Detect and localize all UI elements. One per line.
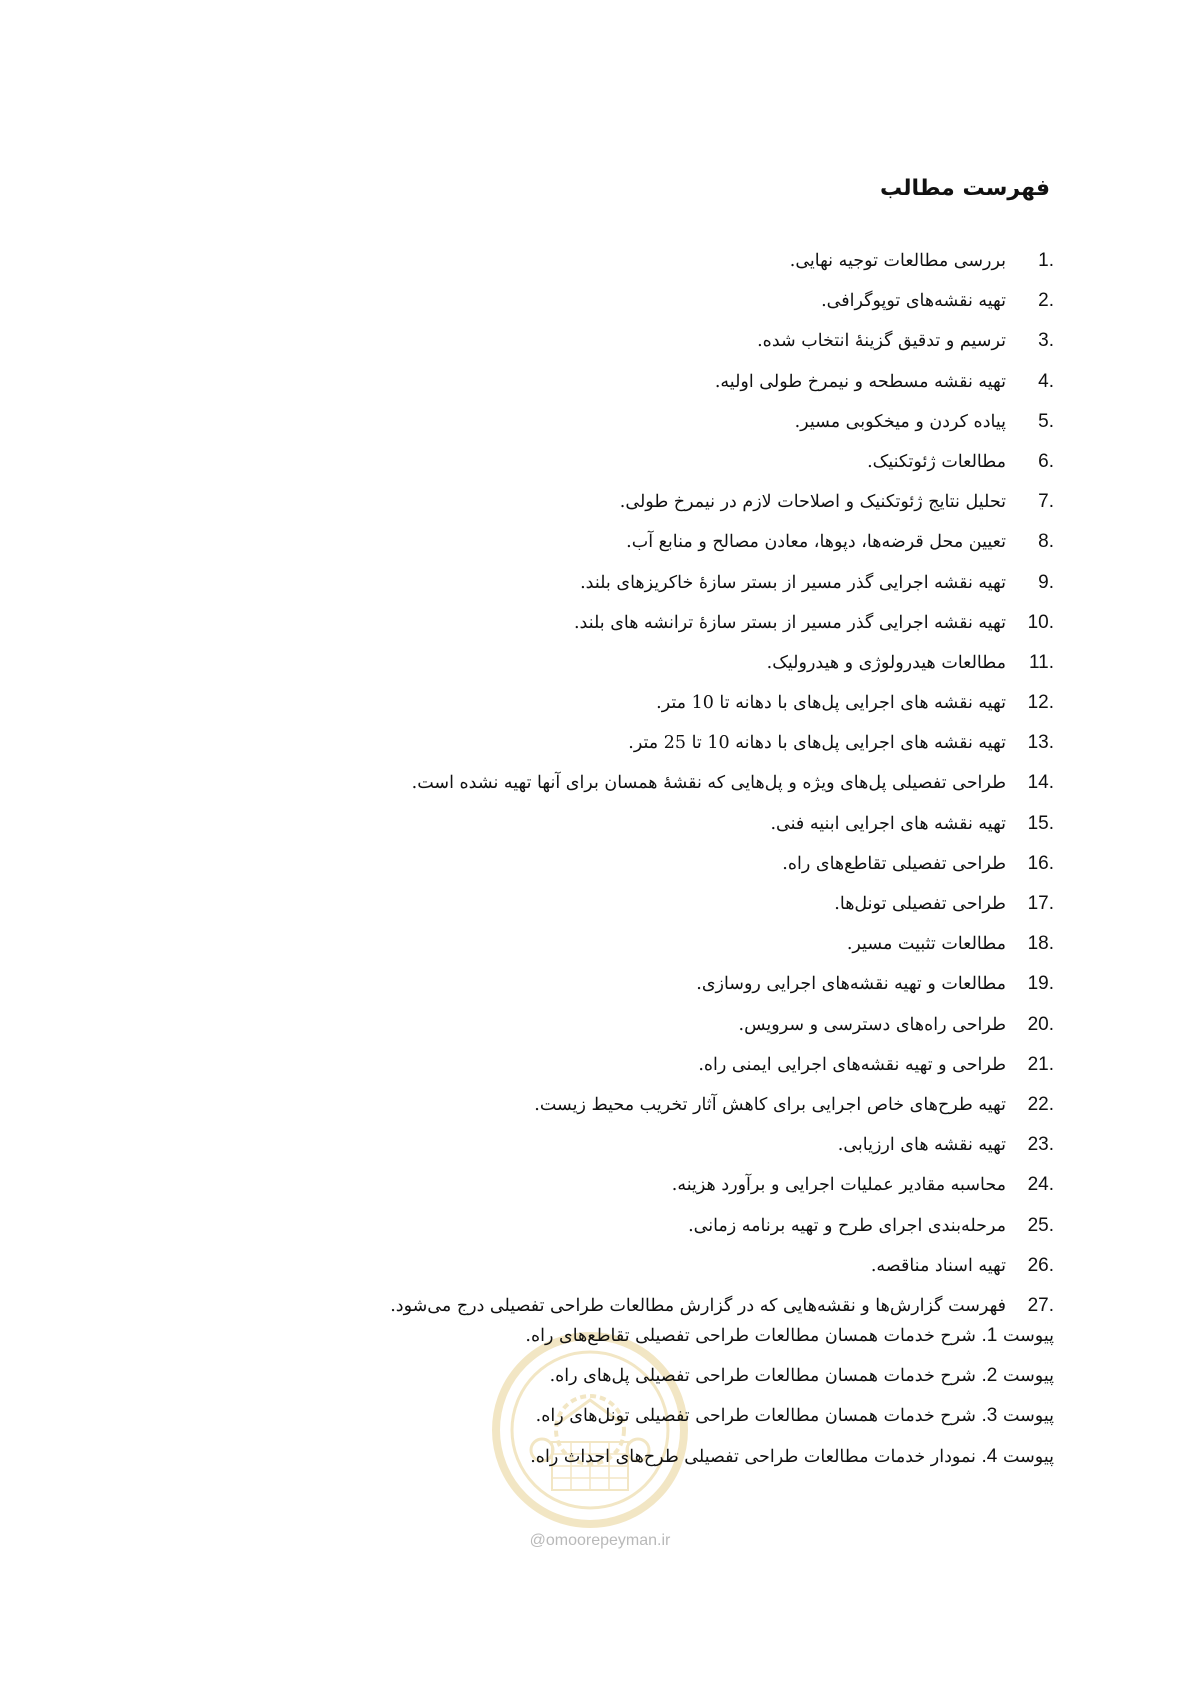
toc-item-text: محاسبه مقادیر عملیات اجرایی و برآورد هزینه. <box>671 1175 1006 1196</box>
toc-item <box>390 763 1054 803</box>
toc-item <box>390 402 1054 442</box>
toc-item <box>390 1085 1054 1125</box>
toc-item-text: پیاده کردن و میخکوبی مسیر. <box>794 411 1006 432</box>
toc-item-text: بررسی مطالعات توجیه نهایی. <box>789 251 1006 271</box>
appendix-text: شرح خدمات همسان مطالعات طراحی تفصیلی تونل‌های راه. <box>535 1406 976 1427</box>
toc-item <box>390 522 1054 562</box>
toc-item-text: تهیه نقشه اجرایی گذر مسیر از بستر سازهٔ خاکریزهای بلند. <box>580 572 1006 593</box>
toc-item-number: 16. <box>1027 852 1054 874</box>
toc-item-text: تهیه نقشه های اجرایی ابنیه فنی. <box>770 813 1006 834</box>
toc-item <box>390 1045 1054 1085</box>
watermark-website: @omoorepeyman.ir <box>529 1532 671 1549</box>
toc-item-number: 11. <box>1028 651 1054 673</box>
toc-item-number: 20. <box>1027 1013 1054 1035</box>
toc-item-number: 24. <box>1027 1174 1054 1196</box>
toc-item-text: تهیه نقشه های اجرایی پل‌های با دهانه تا 10 متر. <box>656 693 1006 714</box>
toc-item-number: 18. <box>1027 933 1054 955</box>
toc-item-number: 7. <box>1038 491 1054 513</box>
toc-item-number: 13. <box>1027 732 1054 754</box>
toc-item <box>390 362 1054 402</box>
toc-item-number: 12. <box>1027 692 1054 714</box>
toc-item-number: 4. <box>1038 370 1054 392</box>
toc-item-text: مطالعات و تهیه نقشه‌های اجرایی روسازی. <box>696 974 1006 995</box>
toc-item <box>390 442 1054 482</box>
toc-item-text: فهرست گزارش‌ها و نقشه‌هایی که در گزارش مطالعات طراحی تفصیلی درج می‌شود. <box>390 1295 1006 1316</box>
toc-item-number: 27. <box>1027 1294 1054 1316</box>
toc-item-text: مطالعات ژئوتکنیک. <box>867 451 1006 472</box>
toc-item-text: طراحی تفصیلی تونل‌ها. <box>834 894 1006 914</box>
toc-item-text: طراحی و تهیه نقشه‌های اجرایی ایمنی راه. <box>698 1054 1006 1075</box>
toc-item-number: 26. <box>1027 1254 1054 1276</box>
toc-item <box>390 281 1054 321</box>
toc-item <box>390 924 1054 964</box>
toc-item-number: 6. <box>1038 450 1054 472</box>
toc-item <box>390 603 1054 643</box>
appendix-prefix: پیوست <box>1002 1446 1054 1467</box>
toc-item <box>390 321 1054 361</box>
toc-item-number: 5. <box>1038 410 1054 432</box>
toc-item-text: تهیه اسناد مناقصه. <box>870 1255 1006 1276</box>
toc-item-number: 15. <box>1027 812 1054 834</box>
appendix-number: 2. <box>981 1365 998 1387</box>
toc-item <box>390 643 1054 683</box>
toc-item <box>390 1165 1054 1205</box>
toc-item-text: تهیه طرح‌های خاص اجرایی برای کاهش آثار تخریب محیط زیست. <box>534 1094 1006 1115</box>
appendix-item <box>525 1396 1054 1436</box>
toc-item-text: تهیه نقشه مسطحه و نیمرخ طولی اولیه. <box>714 371 1006 392</box>
toc-item-text: مطالعات تثبیت مسیر. <box>846 934 1006 955</box>
appendix-prefix: پیوست <box>1002 1366 1054 1387</box>
toc-item <box>390 844 1054 884</box>
toc-item-number: 17. <box>1027 893 1054 914</box>
appendix-text: شرح خدمات همسان مطالعات طراحی تفصیلی پل‌های راه. <box>549 1366 976 1387</box>
table-of-contents <box>390 241 1054 1326</box>
appendix-item <box>525 1437 1054 1477</box>
toc-item <box>390 1206 1054 1246</box>
toc-item-text: طراحی تفصیلی پل‌های ویژه و پل‌هایی که نقشهٔ همسان برای آنها تهیه نشده است. <box>411 773 1006 794</box>
toc-item <box>390 1125 1054 1165</box>
toc-item-number: 1. <box>1038 250 1054 271</box>
appendix-number: 1. <box>981 1325 998 1346</box>
toc-item <box>390 804 1054 844</box>
appendix-number: 4. <box>981 1445 998 1467</box>
appendix-item <box>525 1356 1054 1396</box>
appendix-item <box>525 1316 1054 1356</box>
page-title: فهرست مطالب <box>879 176 1050 201</box>
toc-item <box>390 563 1054 603</box>
watermark-website-text: omoorepeyman.ir <box>545 1532 671 1549</box>
toc-item-number: 25. <box>1027 1214 1054 1236</box>
appendix-list <box>525 1316 1054 1477</box>
toc-item-text: مرحله‌بندی اجرای طرح و تهیه برنامه زمانی. <box>688 1215 1006 1236</box>
appendix-text: نمودار خدمات مطالعات طراحی تفصیلی طرح‌های احداث راه. <box>530 1446 976 1467</box>
appendix-text: شرح خدمات همسان مطالعات طراحی تفصیلی تقاطع‌های راه. <box>525 1326 976 1346</box>
toc-item <box>390 1005 1054 1045</box>
toc-item <box>390 482 1054 522</box>
toc-item-text: ترسیم و تدقیق گزینهٔ انتخاب شده. <box>757 331 1006 352</box>
appendix-prefix: پیوست <box>1002 1326 1054 1346</box>
toc-item-text: طراحی تفصیلی تقاطع‌های راه. <box>782 853 1006 874</box>
toc-item-number: 14. <box>1027 772 1054 794</box>
toc-item-text: تحلیل نتایج ژئوتکنیک و اصلاحات لازم در نیمرخ طولی. <box>619 492 1006 513</box>
toc-item-number: 21. <box>1027 1053 1054 1075</box>
toc-item-number: 10. <box>1027 611 1054 633</box>
toc-item-text: تهیه نقشه های ارزیابی. <box>837 1135 1006 1156</box>
toc-item <box>390 683 1054 723</box>
toc-item-text: تعیین محل قرضه‌ها، دپوها، معادن مصالح و منابع آب. <box>626 532 1006 553</box>
toc-item <box>390 241 1054 281</box>
appendix-number: 3. <box>981 1405 998 1427</box>
toc-item-number: 19. <box>1027 973 1054 995</box>
toc-item-text: تهیه نقشه های اجرایی پل‌های با دهانه 10 تا 25 متر. <box>628 733 1006 754</box>
toc-item-number: 23. <box>1027 1134 1054 1156</box>
toc-item <box>390 964 1054 1004</box>
toc-item <box>390 723 1054 763</box>
toc-item-number: 8. <box>1038 531 1054 553</box>
toc-item <box>390 1246 1054 1286</box>
appendix-prefix: پیوست <box>1002 1406 1054 1427</box>
toc-item-number: 22. <box>1027 1093 1054 1115</box>
toc-item-text: تهیه نقشه‌های توپوگرافی. <box>821 291 1006 312</box>
toc-item-text: مطالعات هیدرولوژی و هیدرولیک. <box>766 652 1006 673</box>
toc-item-number: 9. <box>1038 571 1054 593</box>
toc-item-number: 2. <box>1038 290 1054 312</box>
toc-item <box>390 884 1054 924</box>
toc-item-text: طراحی راه‌های دسترسی و سرویس. <box>738 1014 1006 1035</box>
toc-item-text: تهیه نقشه اجرایی گذر مسیر از بستر سازهٔ ترانشه های بلند. <box>573 612 1006 633</box>
toc-item-number: 3. <box>1038 330 1054 352</box>
